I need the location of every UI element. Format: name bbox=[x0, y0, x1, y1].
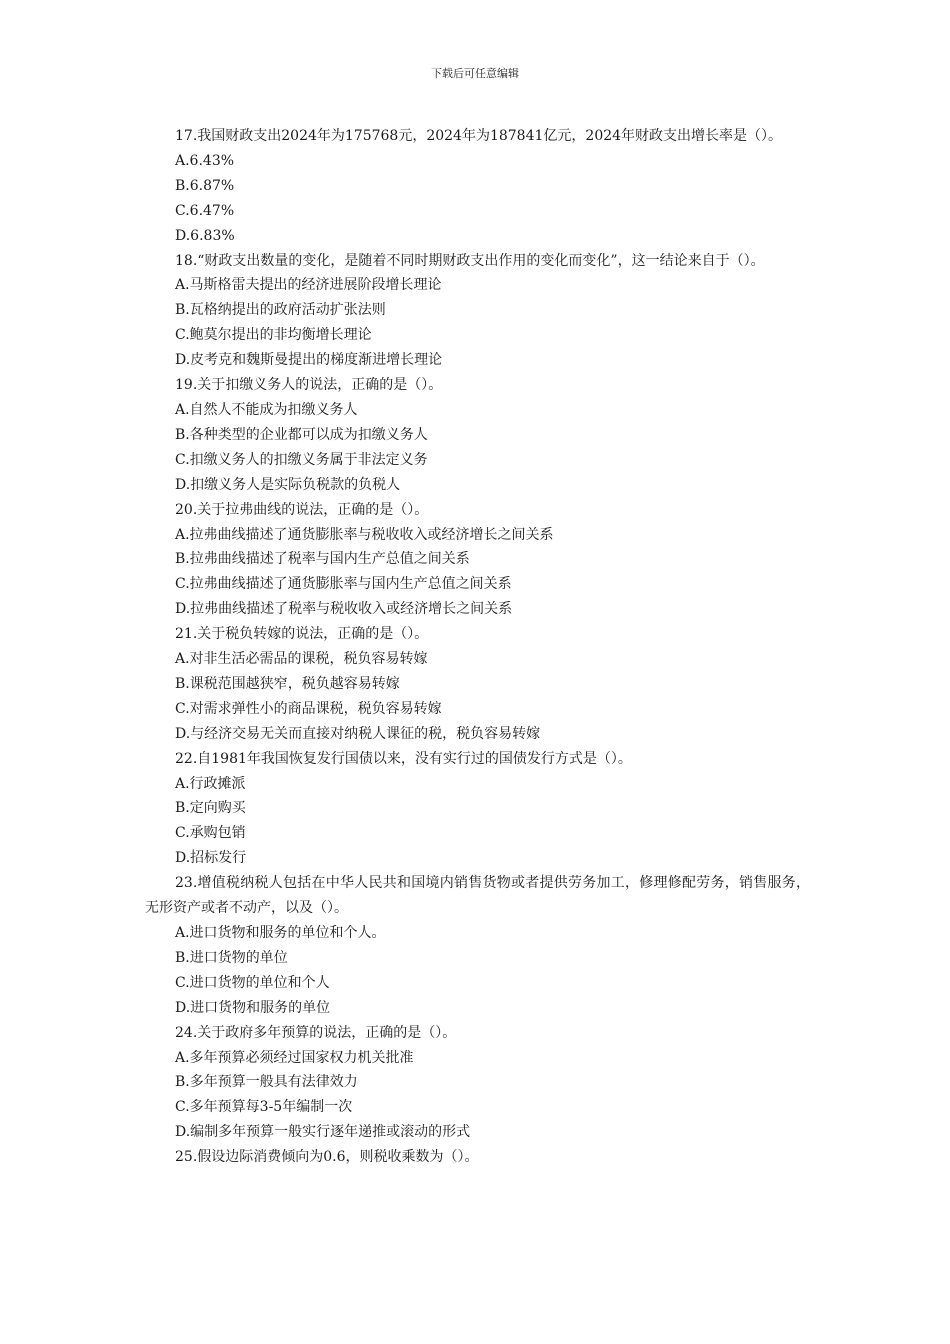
option-d: D.招标发行 bbox=[175, 850, 247, 867]
option-b: B.瓦格纳提出的政府活动扩张法则 bbox=[175, 302, 386, 319]
option-b: B.定向购买 bbox=[175, 800, 246, 817]
option-b: B.6.87% bbox=[175, 177, 235, 194]
question-24 bbox=[145, 1021, 810, 1146]
option-a: A.拉弗曲线描述了通货膨胀率与税收收入或经济增长之间关系 bbox=[175, 526, 554, 543]
option-d: D.与经济交易无关而直接对纳税人课征的税，税负容易转嫁 bbox=[175, 725, 541, 742]
question-stem: 17.我国财政支出2024年为175768元，2024年为187841亿元，2024年财政支出增长率是（）。 bbox=[175, 128, 783, 144]
option-b: B.各种类型的企业都可以成为扣缴义务人 bbox=[175, 426, 428, 443]
option-c: C.鲍莫尔提出的非均衡增长理论 bbox=[175, 327, 372, 344]
option-b: B.拉弗曲线描述了税率与国内生产总值之间关系 bbox=[175, 551, 470, 568]
question-stem: 23.增值税纳税人包括在中华人民共和国境内销售货物或者提供劳务加工，修理修配劳务，销售服务，无形资产或者不动产，以及（）。 bbox=[145, 875, 810, 917]
question-stem: 19.关于扣缴义务人的说法，正确的是（）。 bbox=[175, 377, 443, 394]
option-d: D.6.83% bbox=[175, 227, 235, 244]
option-a: A.进口货物和服务的单位和个人。 bbox=[175, 925, 386, 941]
option-b: B.进口货物的单位 bbox=[175, 949, 288, 966]
option-c: C.承购包销 bbox=[175, 825, 246, 842]
option-a: A.马斯格雷夫提出的经济进展阶段增长理论 bbox=[175, 277, 442, 294]
option-a: A.6.43% bbox=[175, 152, 235, 169]
option-b: B.课税范围越狭窄，税负越容易转嫁 bbox=[175, 675, 400, 692]
question-stem: 18.“财政支出数量的变化，是随着不同时期财政支出作用的变化而变化”，这一结论来自于（）。 bbox=[175, 252, 765, 269]
question-20 bbox=[145, 498, 810, 623]
question-21 bbox=[145, 622, 810, 747]
option-b: B.多年预算一般具有法律效力 bbox=[175, 1074, 358, 1091]
option-d: D.皮考克和魏斯曼提出的梯度渐进增长理论 bbox=[175, 352, 443, 369]
option-d: D.扣缴义务人是实际负税款的负税人 bbox=[175, 476, 401, 493]
option-c: C.6.47% bbox=[175, 202, 235, 219]
option-c: C.对需求弹性小的商品课税，税负容易转嫁 bbox=[175, 700, 442, 717]
option-a: A.行政摊派 bbox=[175, 775, 246, 792]
option-c: C.多年预算每3-5年编制一次 bbox=[175, 1099, 353, 1116]
page-header: 下载后可任意编辑 bbox=[431, 67, 519, 80]
question-25 bbox=[145, 1145, 810, 1170]
option-c: C.进口货物的单位和个人 bbox=[175, 974, 330, 991]
question-stem: 25.假设边际消费倾向为0.6，则税收乘数为（）。 bbox=[175, 1149, 479, 1166]
option-c: C.扣缴义务人的扣缴义务属于非法定义务 bbox=[175, 451, 428, 468]
question-stem: 24.关于政府多年预算的说法，正确的是（）。 bbox=[175, 1024, 457, 1041]
option-a: A.对非生活必需品的课税，税负容易转嫁 bbox=[175, 651, 428, 668]
question-17 bbox=[145, 124, 810, 249]
question-18 bbox=[145, 249, 810, 374]
option-d: D.编制多年预算一般实行逐年递推或滚动的形式 bbox=[175, 1124, 471, 1141]
question-23 bbox=[145, 871, 810, 1020]
option-a: A.多年预算必须经过国家权力机关批准 bbox=[175, 1049, 414, 1066]
question-list bbox=[145, 124, 810, 1170]
option-c: C.拉弗曲线描述了通货膨胀率与国内生产总值之间关系 bbox=[175, 576, 512, 593]
question-22 bbox=[145, 747, 810, 872]
option-d: D.拉弗曲线描述了税率与税收收入或经济增长之间关系 bbox=[175, 601, 513, 618]
question-19 bbox=[145, 373, 810, 498]
question-stem: 21.关于税负转嫁的说法，正确的是（）。 bbox=[175, 626, 429, 643]
option-d: D.进口货物和服务的单位 bbox=[175, 999, 331, 1016]
question-stem: 20.关于拉弗曲线的说法，正确的是（）。 bbox=[175, 501, 429, 518]
option-a: A.自然人不能成为扣缴义务人 bbox=[175, 401, 358, 418]
question-stem: 22.自1981年我国恢复发行国债以来，没有实行过的国债发行方式是（）。 bbox=[175, 750, 632, 767]
